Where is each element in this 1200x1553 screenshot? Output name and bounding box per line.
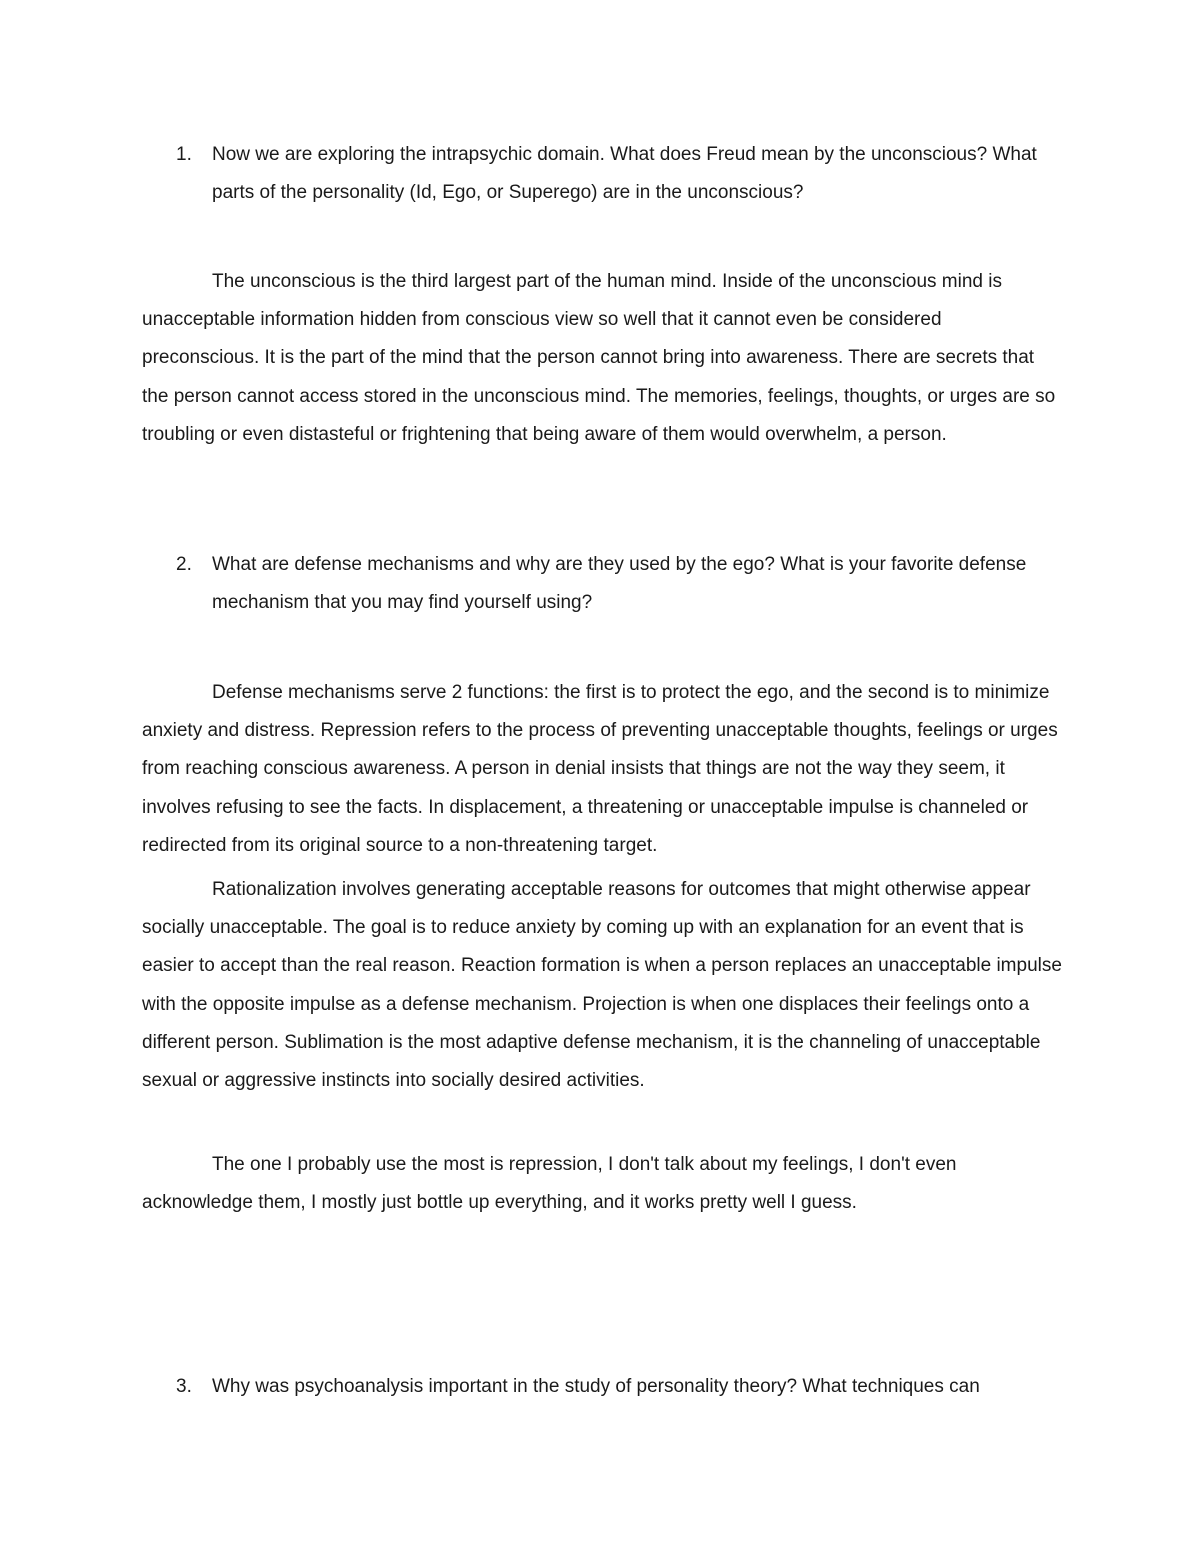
question-text: Now we are exploring the intrapsychic domain. What does Freud mean by the unconscious? What parts of the personality (Id, Ego, or Superego) are in the unconscious?	[212, 144, 1037, 203]
question-number: 1.	[176, 144, 192, 165]
answer-paragraph: Rationalization involves generating acceptable reasons for outcomes that might otherwise appear socially unacceptable. The goal is to reduce anxiety by coming up with an explanation for an event that is easier to accept than the real reason. Reaction formation is when a person replaces an unacceptable impulse with the opposite impulse as a defense mechanism. Projection is when one displaces their feelings onto a different person. Sublimation is the most adaptive defense mechanism, it is the channeling of unacceptable sexual or aggressive instincts into socially desired activities.	[142, 879, 1062, 1092]
answer-paragraph: Defense mechanisms serve 2 functions: the first is to protect the ego, and the second is to minimize anxiety and distress. Repression refers to the process of preventing unacceptable thoughts, feelings or urges from reaching conscious awareness. A person in denial insists that things are not the way they seem, it involves refusing to see the facts. In displacement, a threatening or unacceptable impulse is channeled or redirected from its original source to a non-threatening target.	[142, 682, 1058, 856]
answer-paragraph: The one I probably use the most is repression, I don't talk about my feelings, I don't even acknowledge them, I mostly just bottle up everything, and it works pretty well I guess.	[142, 1154, 957, 1214]
question-number: 2.	[176, 554, 192, 575]
answer-paragraph: The unconscious is the third largest part of the human mind. Inside of the unconscious mind is unacceptable information hidden from conscious view so well that it cannot even be considered preconscious. It is the part of the mind that the person cannot bring into awareness. There are secrets that the person cannot access stored in the unconscious mind. The memories, feelings, thoughts, or urges are so troubling or even distasteful or frightening that being aware of them would overwhelm, a person.	[142, 271, 1056, 445]
question-3	[142, 1368, 1062, 1406]
question-number: 3.	[176, 1376, 192, 1397]
question-text: What are defense mechanisms and why are they used by the ego? What is your favorite defense mechanism that you may find yourself using?	[212, 554, 1027, 613]
question-text: Why was psychoanalysis important in the study of personality theory? What techniques can	[212, 1376, 980, 1397]
question-2	[142, 546, 1062, 622]
question-1	[142, 136, 1062, 212]
